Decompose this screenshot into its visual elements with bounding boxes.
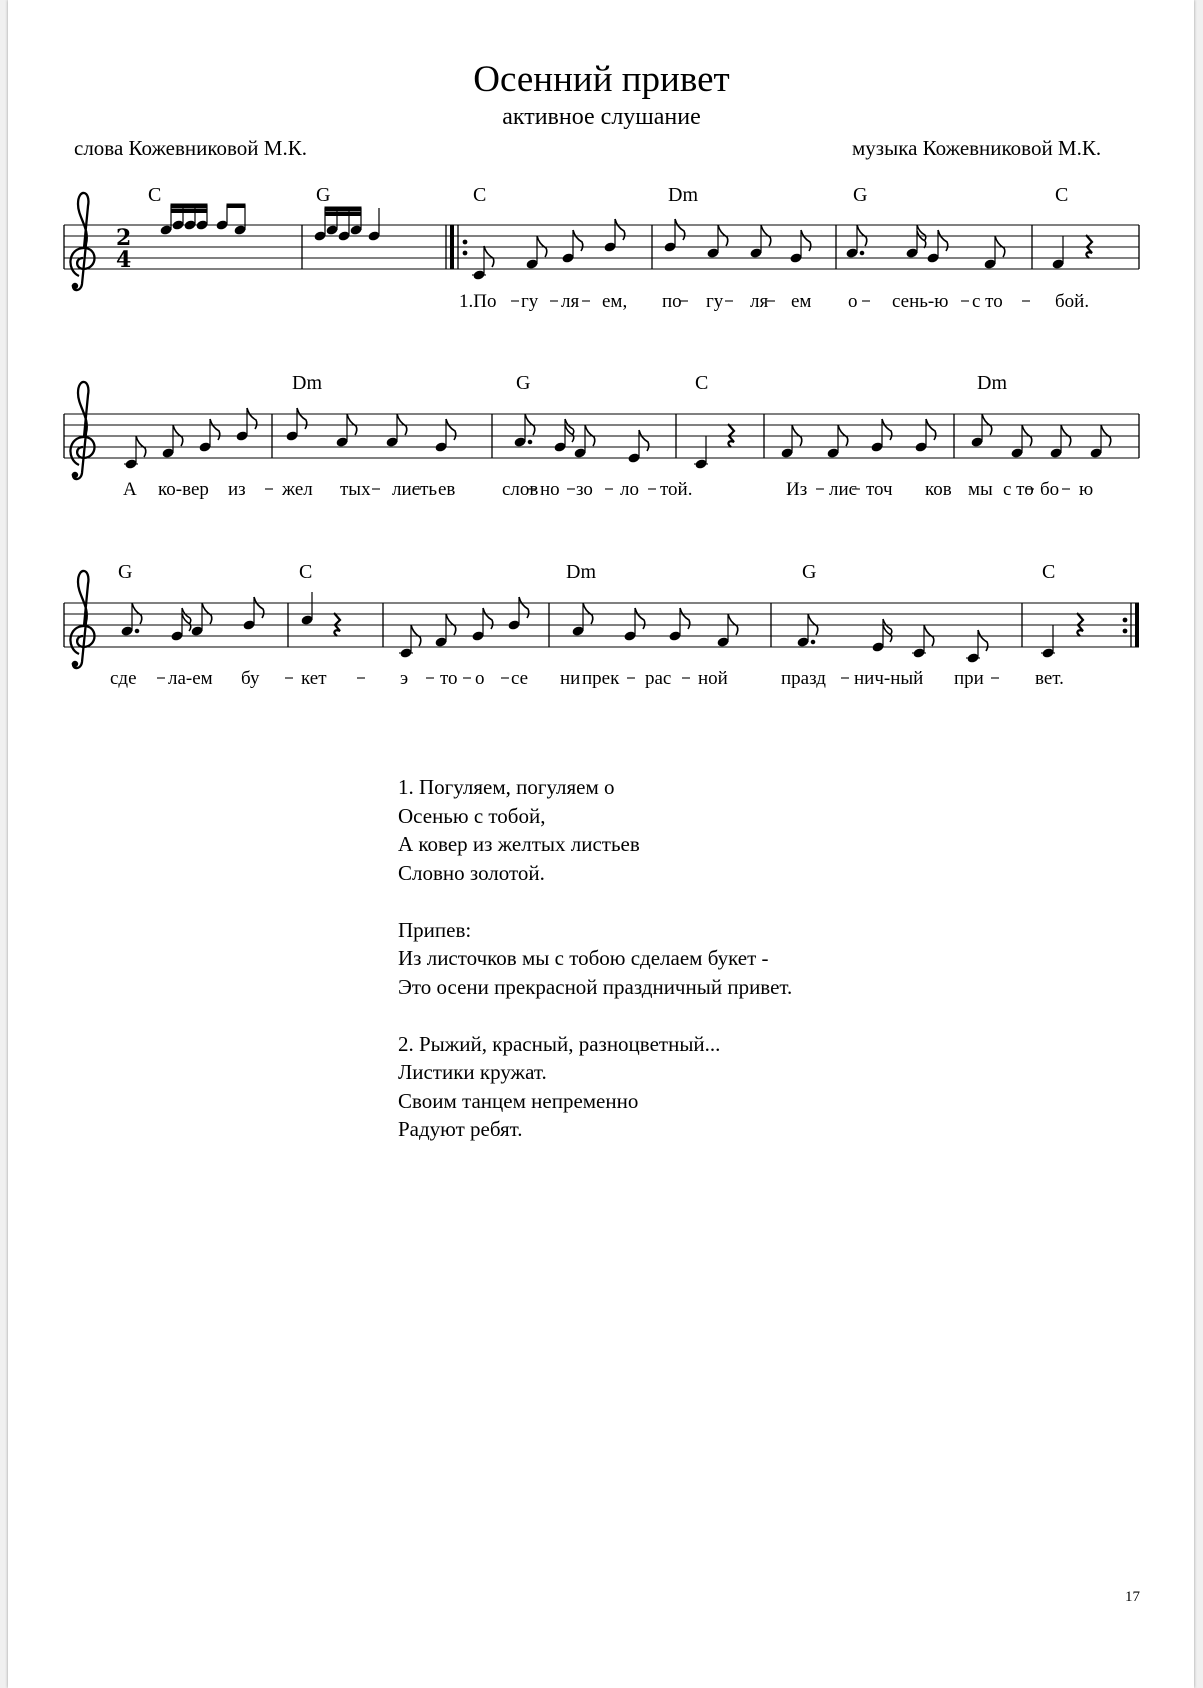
lyric-syllable: ю — [1079, 479, 1094, 500]
chord-symbol: G — [516, 372, 531, 394]
lyric-syllable: по — [662, 291, 682, 312]
lyric-syllable: ля — [561, 291, 580, 312]
song-title: Осенний привет — [473, 59, 730, 100]
chord-symbol: Dm — [668, 184, 698, 206]
repeat-start-bar — [450, 225, 454, 269]
lyric-syllable: гу — [706, 291, 724, 312]
chord-symbol: C — [1055, 184, 1069, 206]
chord-symbol: G — [802, 561, 817, 583]
treble-clef-icon — [70, 571, 94, 668]
treble-clef-icon — [70, 193, 94, 290]
verse-line: Своим танцем непременно — [398, 1088, 639, 1113]
lyric-syllable: бо — [1040, 479, 1060, 500]
lyric-syllable: слов — [502, 479, 539, 500]
lyric-syllable: вет. — [1035, 668, 1064, 689]
lyric-syllable: лис — [829, 479, 858, 500]
music-score — [0, 0, 1203, 720]
treble-clef-icon — [70, 382, 94, 479]
song-subtitle: активное слушание — [502, 104, 701, 130]
measure-1 — [160, 204, 246, 235]
verse-line: Словно золотой. — [398, 860, 545, 885]
lyric-syllable: рас — [645, 668, 672, 689]
lyric-syllable: э — [400, 668, 409, 689]
lyric-syllable: сде — [110, 668, 137, 689]
lyric-syllable: зо — [576, 479, 593, 500]
verse-line: Припев: — [398, 917, 472, 942]
repeat-end-bar — [1135, 603, 1139, 647]
lyric-syllable: прек — [582, 668, 620, 689]
lyric-syllable: листь — [392, 479, 438, 500]
lyric-syllable: сень-ю — [892, 291, 949, 312]
chord-symbol: G — [316, 184, 331, 206]
system-1 — [64, 193, 1139, 290]
lyric-syllable: ем — [791, 291, 812, 312]
lyric-syllable: о — [848, 291, 858, 312]
verses-block — [398, 773, 792, 1144]
lyric-syllable: бу — [241, 668, 260, 689]
lyric-syllable: 1.По — [459, 291, 497, 312]
lyric-syllable: А — [123, 479, 137, 500]
chord-symbol: C — [1042, 561, 1056, 583]
lyricist-credit: слова Кожевниковой М.К. — [74, 136, 307, 160]
system-3 — [64, 571, 1139, 668]
measure-2 — [314, 207, 380, 241]
lyric-syllable: ло — [620, 479, 639, 500]
lyric-syllable: но — [540, 479, 560, 500]
lyric-syllable: нич-ный — [854, 668, 924, 689]
verse-line: 1. Погуляем, погуляем о — [398, 775, 615, 799]
lyric-syllable: Из — [786, 479, 808, 500]
lyric-syllable: из — [228, 479, 246, 500]
time-sig-bottom: 4 — [116, 247, 132, 273]
lyric-syllable: с то — [1003, 479, 1034, 500]
lyric-syllable: се — [511, 668, 529, 689]
lyric-syllable: точ — [866, 479, 893, 500]
measure-3 — [472, 219, 625, 280]
lyric-syllable: при — [954, 668, 984, 689]
verse-line: Листики кружат. — [398, 1060, 547, 1084]
verse-line: Это осени прекрасной праздничный привет. — [398, 974, 793, 999]
verse-line: А ковер из желтых листьев — [398, 832, 640, 856]
chord-symbol: Dm — [977, 372, 1007, 394]
lyric-syllable: кет — [301, 668, 327, 689]
lyric-syllable: с то — [972, 291, 1003, 312]
lyric-syllable: той. — [660, 479, 693, 500]
chord-symbol: C — [473, 184, 487, 206]
verse-line: Осенью с тобой, — [398, 803, 546, 828]
lyric-syllable: о — [475, 668, 485, 689]
verse-spacer — [398, 887, 792, 916]
chord-symbol: Dm — [292, 372, 322, 394]
lyric-syllable: ла-ем — [168, 668, 213, 689]
lyric-syllable: ков — [925, 479, 952, 500]
chord-symbol: C — [299, 561, 313, 583]
verse-spacer — [398, 1001, 792, 1030]
chord-symbol: G — [118, 561, 133, 583]
composer-credit: музыка Кожевниковой М.К. — [852, 136, 1102, 160]
chord-symbol: Dm — [566, 561, 596, 583]
verse-line: Радуют ребят. — [398, 1117, 523, 1141]
measure-4 — [664, 219, 811, 263]
measure-6 — [1052, 235, 1092, 269]
lyric-syllable: празд — [781, 668, 826, 689]
chord-symbol: C — [148, 184, 162, 206]
lyric-syllable: тых — [340, 479, 371, 500]
chord-symbol: G — [853, 184, 868, 206]
lyric-syllable: бой. — [1055, 291, 1090, 312]
page-number: 17 — [1125, 1589, 1140, 1605]
lyric-syllable: то — [440, 668, 458, 689]
chord-symbol: C — [695, 372, 709, 394]
time-sig-top: 2 — [116, 225, 132, 251]
lyric-syllable: ля — [750, 291, 769, 312]
verse-line: 2. Рыжий, красный, разноцветный... — [398, 1031, 721, 1056]
verse-line: Из листочков мы с тобою сделаем букет - — [398, 946, 769, 970]
lyric-syllable: ев — [438, 479, 456, 500]
lyric-syllable: ной — [698, 668, 728, 689]
system-2 — [64, 382, 1139, 479]
lyric-syllable: ни — [560, 668, 581, 689]
lyric-syllable: ко-вер — [158, 479, 209, 500]
lyric-syllable: гу — [521, 291, 539, 312]
lyric-syllable: мы — [968, 479, 993, 500]
lyric-syllable: ем, — [602, 291, 628, 312]
lyric-syllable: жел — [282, 479, 313, 500]
